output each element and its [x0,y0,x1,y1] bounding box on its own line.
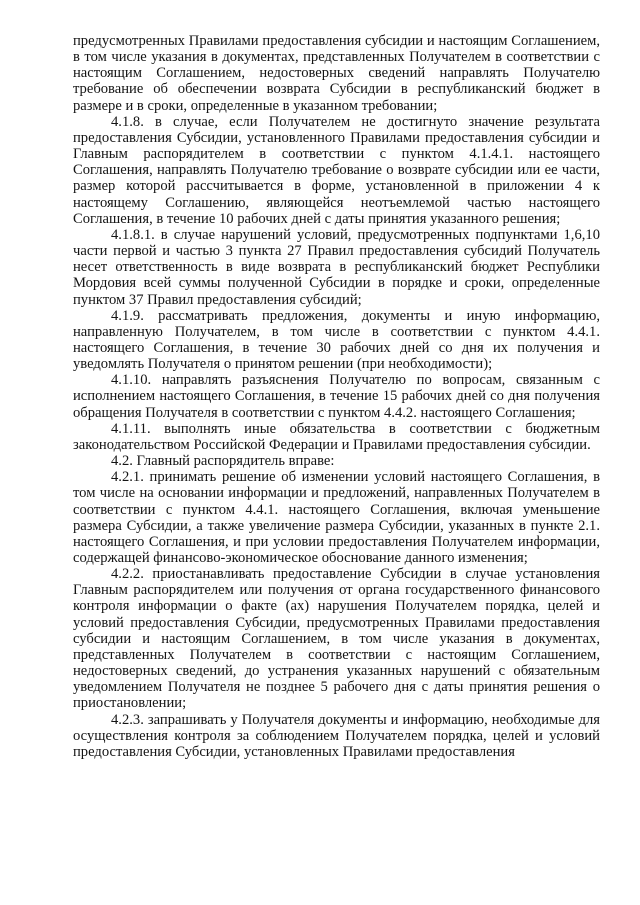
paragraph-4-1-8-1: 4.1.8.1. в случае нарушений условий, предусмотренных подпунктами 1,6,10 части первой и частью 3 пункта 27 Правил предоставления субсидий Получатель несет ответственность в виде возврата в республиканский бюджет Республики Мордовия всей суммы полученной Субсидии в порядке и сроки, определенные пунктом 37 Правил предоставления субсидий; [73,226,600,308]
paragraph-4-2-1: 4.2.1. принимать решение об изменении условий настоящего Соглашения, в том числе на основании информации и предложений, направленных Получателем в соответствии с пунктом 4.4.1. настоящего Соглашения, включая уменьшение размера Субсидии, а также увеличение размера Субсидии, указанных в пункте 2.1. настоящего Соглашения, и при условии предоставления Получателем информации, содержащей финансово-экономическое обоснование данного изменения; [73,469,600,566]
paragraph-4-1-11: 4.1.11. выполнять иные обязательства в соответствии с бюджетным законодательством Российской Федерации и Правилами предоставления субсидии. [73,420,600,453]
paragraph-4-1-8: 4.1.8. в случае, если Получателем не достигнуто значение результата предоставления Субсидии, установленного Правилами предоставления субсидии и Главным распорядителем в соответствии с пунктом 4.1.4.1. настоящего Соглашения, направлять Получателю требование о возврате субсидии или ее части, размер которой рассчитывается в форме, установленной в приложении 4 к настоящему Соглашению, являющейся неотъемлемой частью настоящего Соглашения, в течение 10 рабочих дней с даты принятия указанного решения; [73,113,600,227]
paragraph-4-1-10: 4.1.10. направлять разъяснения Получателю по вопросам, связанным с исполнением настоящего Соглашения, в течение 15 рабочих дней со дня получения обращения Получателя в соответствии с пунктом 4.4.2. настоящего Соглашения; [73,372,600,421]
section-4-2-heading: 4.2. Главный распорядитель вправе: [111,453,335,470]
paragraph-continuation: предусмотренных Правилами предоставления субсидии и настоящим Соглашением, в том числе указания в документах, представленных Получателем в соответствии с настоящим Соглашением, недостоверных сведений направлять Получателю требование об обеспечении возврата Субсидии в республиканский бюджет в размере и в сроки, определенные в указанном требовании; [73,33,600,114]
paragraph-4-2-3: 4.2.3. запрашивать у Получателя документы и информацию, необходимые для осуществления контроля за соблюдением Получателем порядка, целей и условий предоставления Субсидии, установленных Правилами предоставления [73,711,600,760]
paragraph-4-1-9: 4.1.9. рассматривать предложения, документы и иную информацию, направленную Получателем, в том числе в соответствии с пунктом 4.4.1. настоящего Соглашения, в течение 30 рабочих дней со дня их получения и уведомлять Получателя о принятом решении (при необходимости); [73,307,600,373]
paragraph-4-2-2: 4.2.2. приостанавливать предоставление Субсидии в случае установления Главным распорядителем или получения от органа государственного финансового контроля информации о факте (ах) нарушения Получателем порядка, целей и условий предоставления Субсидии, предусмотренных Правилами предоставления субсидии и настоящим Соглашением, в том числе указания в документах, представленных Получателем в соответствии с настоящим Соглашением, недостоверных сведений, до устранения указанных нарушений с обязательным уведомлением Получателя не позднее 5 рабочего дня с даты принятия решения о приостановлении; [73,566,600,712]
